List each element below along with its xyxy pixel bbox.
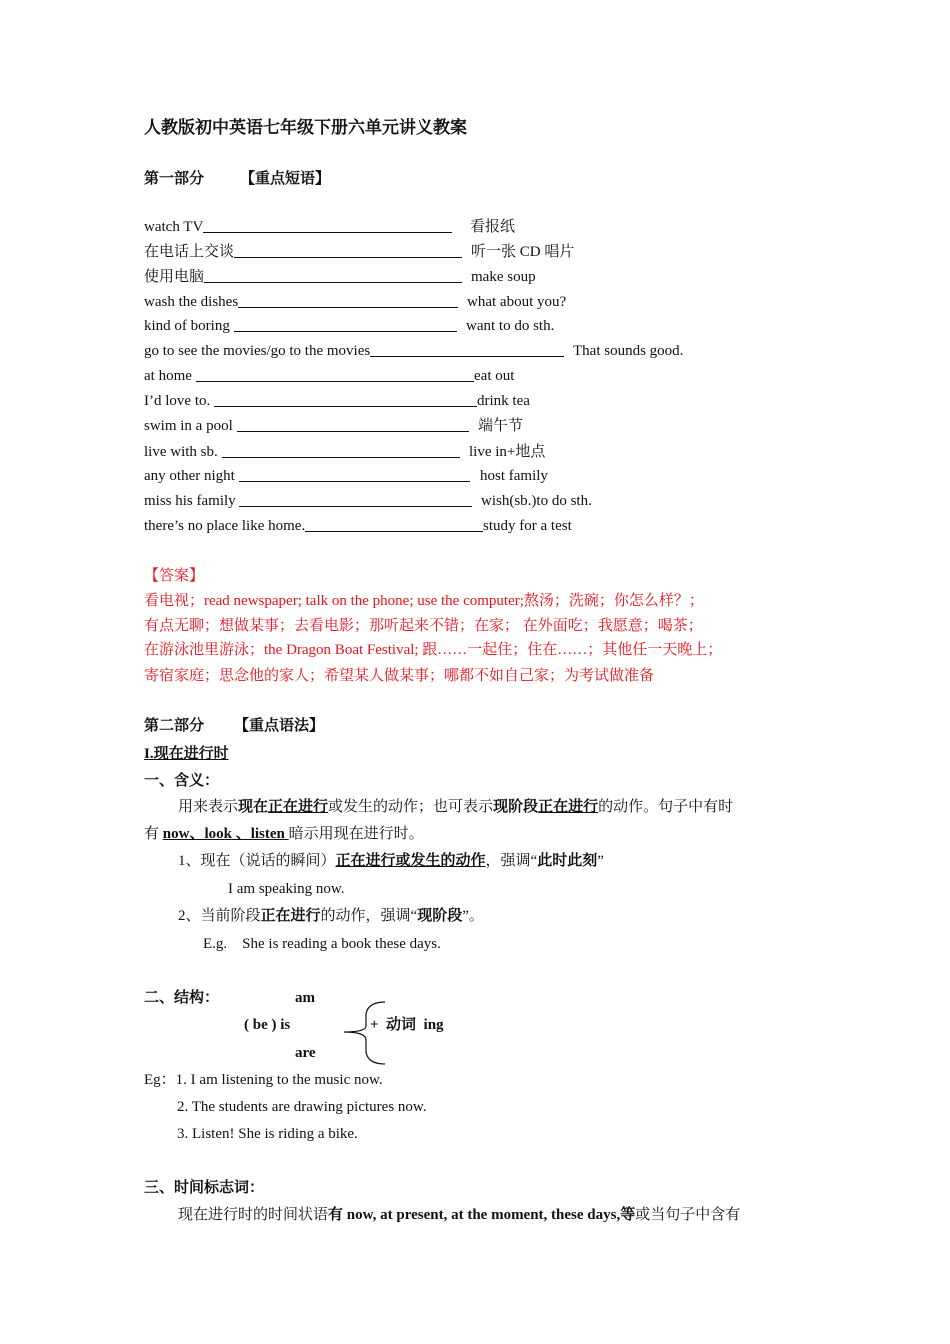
phrase-right: That sounds good. [573, 343, 684, 359]
answers-line: 寄宿家庭；思念他的家人；希望某人做某事；哪都不如自己家；为考试做准备 [144, 668, 655, 684]
phrase-left [144, 217, 452, 237]
phrase-right: eat out [474, 368, 515, 384]
part-tag: 【重点语法】 [234, 718, 325, 734]
phrase-row [144, 341, 683, 361]
example-sentence: E.g. She is reading a book these days. [203, 936, 441, 952]
structure-heading: 二、结构： [144, 990, 220, 1006]
phrase-right: host family [480, 468, 548, 484]
phrase-left [144, 466, 470, 486]
document-title: 人教版初中英语七年级下册六单元讲义教案 [144, 118, 467, 137]
meaning-item: 2、当前阶段正在进行的动作，强调“现阶段”。 [178, 908, 484, 924]
phrase-left [144, 341, 564, 361]
meaning-heading: 一、含义： [144, 773, 220, 789]
structure-result: + 动词 ing [370, 1017, 444, 1033]
markers-paragraph: 现在进行时的时间状语有 now, at present, at the moment, these days,等或当句子中含有 [178, 1207, 741, 1223]
phrase-row [144, 316, 554, 336]
part-label: 第一部分 [144, 171, 205, 187]
answers-line: 看电视；read newspaper; talk on the phone; use the computer;熬汤；洗碗；你怎么样？； [144, 593, 704, 609]
phrase-text: 使用电脑 [144, 269, 205, 285]
phrase-text: any other night [144, 468, 239, 484]
phrase-text: there’s no place like home. [144, 518, 306, 534]
meaning-item: 1、现在（说话的瞬间）正在进行或发生的动作，强调“此时此刻” [178, 853, 604, 869]
phrase-right: 看报纸 [470, 219, 516, 235]
phrase-row [144, 391, 530, 411]
phrase-left [144, 267, 462, 287]
phrase-text: live with sb. [144, 444, 222, 460]
part-label: 第二部分 [144, 718, 205, 734]
phrase-left [144, 242, 462, 262]
phrase-text: I’d love to. [144, 393, 214, 409]
answer-blank [204, 267, 462, 283]
phrase-text: kind of boring [144, 318, 234, 334]
answer-blank [196, 366, 474, 382]
phrase-text: 在电话上交谈 [144, 244, 235, 260]
example-line: 2. The students are drawing pictures now. [177, 1099, 427, 1115]
section-heading: I.现在进行时 [144, 746, 229, 762]
phrase-left [144, 292, 458, 312]
phrase-row [144, 516, 572, 536]
answers-line: 在游泳池里游泳；the Dragon Boat Festival; 跟……一起住；住在……；其他任一天晚上； [144, 642, 723, 658]
phrase-row [144, 466, 548, 486]
phrase-right: what about you? [467, 294, 567, 310]
answer-blank [234, 242, 462, 258]
phrase-text: at home [144, 368, 196, 384]
phrase-left [144, 491, 472, 511]
phrase-left [144, 316, 457, 336]
part-tag: 【重点短语】 [240, 171, 331, 187]
part2-heading [144, 716, 324, 736]
phrase-row [144, 491, 592, 511]
example-line: 3. Listen! She is riding a bike. [177, 1126, 358, 1142]
answers-line: 有点无聊；想做某事；去看电影；那听起来不错；在家； 在外面吃；我愿意；喝茶； [144, 618, 703, 634]
phrase-row [144, 366, 514, 386]
meaning-paragraph: 用来表示现在正在进行或发生的动作；也可表示现阶段正在进行的动作。句子中有时 [178, 799, 734, 815]
example-sentence: I am speaking now. [228, 881, 345, 897]
phrase-row [144, 416, 523, 436]
phrase-row [144, 242, 574, 262]
answer-blank [305, 516, 483, 532]
be-are: are [295, 1045, 316, 1061]
phrase-row [144, 292, 566, 312]
answer-blank [239, 466, 470, 482]
phrase-right: 听一张 CD 唱片 [471, 244, 575, 260]
answer-blank [237, 416, 470, 432]
phrase-left [144, 516, 483, 536]
phrase-right: study for a test [483, 518, 572, 534]
phrase-left [144, 442, 460, 462]
answer-blank [370, 341, 564, 357]
phrase-right: want to do sth. [466, 318, 555, 334]
phrase-text: wash the dishes [144, 294, 239, 310]
phrase-text: miss his family [144, 493, 240, 509]
meaning-paragraph: 有 now、look 、listen 暗示用现在进行时。 [144, 826, 424, 842]
phrase-text: watch TV [144, 219, 204, 235]
phrase-right: live in+地点 [469, 444, 546, 460]
phrase-text: go to see the movies/go to the movies [144, 343, 371, 359]
phrase-right: make soup [471, 269, 536, 285]
answer-blank [238, 292, 458, 308]
phrase-left [144, 416, 469, 436]
part1-heading [144, 169, 330, 189]
phrase-right: 端午节 [478, 418, 524, 434]
answer-blank [203, 217, 452, 233]
answer-blank [239, 491, 472, 507]
phrase-row [144, 217, 515, 237]
example-line: Eg：1. I am listening to the music now. [144, 1072, 383, 1088]
phrase-left [144, 366, 474, 386]
phrase-row [144, 442, 545, 462]
phrase-right: drink tea [477, 393, 530, 409]
answer-blank [222, 442, 461, 458]
phrase-left [144, 391, 477, 411]
be-is: ( be ) is [244, 1017, 291, 1033]
phrase-text: swim in a pool [144, 418, 237, 434]
answers-label: 【答案】 [144, 568, 205, 584]
be-am: am [295, 990, 315, 1006]
answer-blank [234, 316, 457, 332]
phrase-row [144, 267, 536, 287]
phrase-right: wish(sb.)to do sth. [481, 493, 592, 509]
answer-blank [214, 391, 477, 407]
markers-heading: 三、时间标志词： [144, 1180, 265, 1196]
